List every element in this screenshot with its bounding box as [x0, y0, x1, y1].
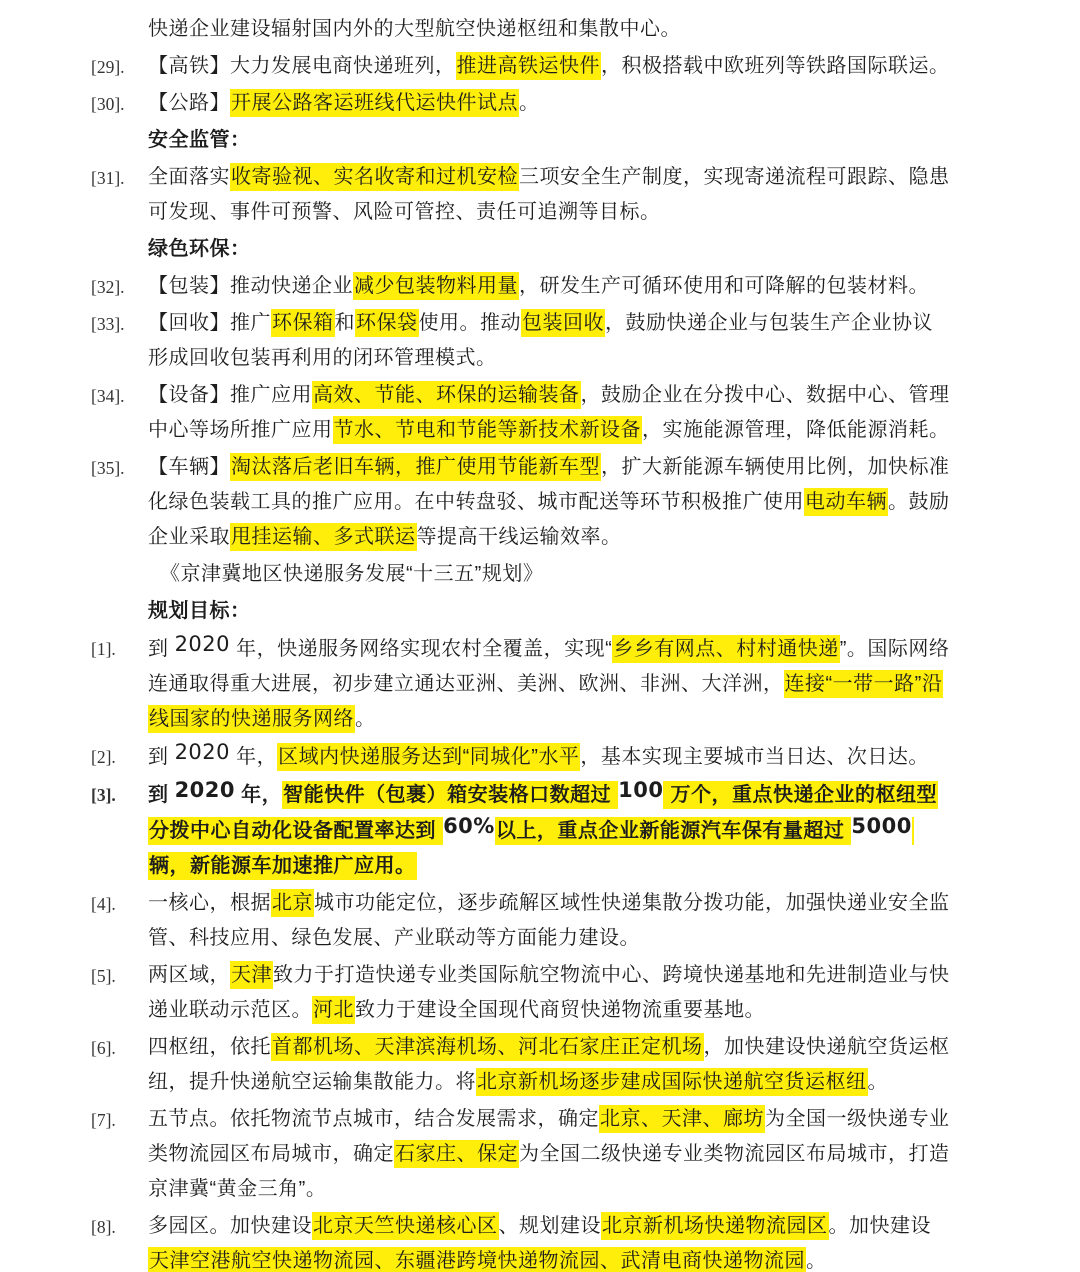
highlighted-text: 推进高铁运快件: [456, 52, 602, 80]
highlighted-text: 环保箱: [271, 309, 335, 337]
paragraph: [91, 450, 950, 555]
item-number: [6].: [91, 1038, 116, 1058]
text-run: ，研发生产可循环使用和可降解的包装材料。: [519, 275, 929, 297]
numeric-value: 60%: [443, 814, 495, 838]
text-run: 。鼓励企业采取: [148, 491, 950, 548]
highlighted-text: 北京新机场逐步建成国际快递航空货运枢纽: [476, 1068, 868, 1096]
document-body: [0, 12, 1080, 1272]
text-run: ”。国际网络连通取得重大进展，初步建立通达亚洲、美洲、欧洲、非洲、大洋洲，: [148, 638, 950, 695]
text-run: 安全监管：: [148, 129, 251, 151]
text-run: ，加快建设快递航空货运枢纽，提升快递航空运输集散能力。将: [148, 1036, 950, 1093]
paragraph: [91, 958, 950, 1028]
numeric-value: 100: [618, 778, 664, 802]
highlighted-text: 天津空港航空快递物流园、东疆港跨境快递物流园、武清电商快递物流园: [148, 1247, 806, 1272]
highlighted-text: 北京新机场快递物流园区: [601, 1212, 829, 1240]
text-run: 。: [806, 1250, 827, 1272]
item-number: [33].: [91, 314, 125, 334]
paragraph: [91, 269, 950, 304]
highlighted-text: 天津: [230, 961, 273, 989]
text-run: 等提高干线运输效率。: [416, 526, 622, 548]
text-run: 年，快递服务网络实现农村全覆盖，实现“: [230, 638, 613, 660]
text-run: 【高铁】大力发展电商快递班列，: [148, 55, 456, 77]
item-number: [35].: [91, 458, 125, 478]
highlighted-text: 减少包装物料用量: [353, 272, 519, 300]
highlighted-text: 石家庄、保定: [394, 1140, 519, 1168]
item-number: [7].: [91, 1110, 116, 1130]
paragraph: [91, 1102, 950, 1207]
text-run: 四枢纽，依托: [148, 1036, 271, 1058]
document-title: [160, 557, 950, 592]
paragraph: [91, 739, 950, 775]
text-run: 。: [867, 1071, 888, 1093]
text-run: 到: [148, 784, 175, 806]
highlighted-text: 环保袋: [355, 309, 419, 337]
text-run: 和: [334, 312, 355, 334]
paragraph: [91, 1209, 950, 1272]
text-run: 。加快建设: [828, 1215, 931, 1237]
paragraph: [91, 1030, 950, 1100]
highlighted-text: 电动车辆: [804, 488, 888, 516]
text-run: ，鼓励快递企业与包装生产企业协议形成回收包装再利用的闭环管理模式。: [148, 312, 933, 369]
paragraph: [148, 12, 950, 47]
text-run: 全面落实: [148, 166, 230, 188]
numeric-value: 5000: [851, 814, 912, 838]
text-run: 《京津冀地区快递服务发展“十三五”规划》: [160, 563, 544, 585]
paragraph: [91, 160, 950, 230]
text-run: 【回收】推广: [148, 312, 271, 334]
text-run: 一核心，根据: [148, 892, 271, 914]
section-heading: [148, 594, 950, 629]
highlighted-text: 开展公路客运班线代运快件试点: [230, 89, 519, 117]
numeric-value: 2020: [174, 740, 231, 764]
paragraph: [91, 777, 950, 884]
text-run: 。: [355, 708, 376, 730]
text-run: 绿色环保：: [148, 238, 251, 260]
text-run: 年，: [230, 746, 278, 768]
highlighted-text: 智能快件（包裹）箱安装格口数超过: [282, 781, 618, 809]
highlighted-text: 北京天竺快递核心区: [312, 1212, 499, 1240]
highlighted-text: 甩挂运输、多式联运: [230, 523, 417, 551]
paragraph: [91, 886, 950, 956]
text-run: 三项安全生产制度，实现寄递流程可跟踪、隐患可发现、事件可预警、风险可管控、责任可追溯等目标。: [148, 166, 950, 223]
highlighted-text: 节水、节电和节能等新技术新设备: [333, 416, 643, 444]
highlighted-text: 首都机场、天津滨海机场、河北石家庄正定机场: [271, 1033, 704, 1061]
item-number: [34].: [91, 386, 125, 406]
text-run: 五节点。依托物流节点城市，结合发展需求，确定: [148, 1108, 599, 1130]
item-number: [32].: [91, 277, 125, 297]
item-number: [31].: [91, 168, 125, 188]
text-run: ，积极搭载中欧班列等铁路国际联运。: [601, 55, 950, 77]
text-run: 规划目标：: [148, 600, 251, 622]
text-run: 多园区。加快建设: [148, 1215, 312, 1237]
text-run: ，基本实现主要城市当日达、次日达。: [580, 746, 929, 768]
text-run: 两区域，: [148, 964, 230, 986]
item-number: [30].: [91, 94, 125, 114]
text-run: 【设备】推广应用: [148, 384, 312, 406]
highlighted-text: 河北: [312, 996, 355, 1024]
highlighted-text: 淘汰落后老旧车辆，推广使用节能新车型: [230, 453, 601, 481]
paragraph: [91, 378, 950, 448]
section-heading: [148, 232, 950, 267]
text-run: 。: [519, 92, 540, 114]
text-run: 为全国一级快递专业类物流园区布局城市，确定: [148, 1108, 950, 1165]
text-run: 到: [148, 746, 175, 768]
item-number: [1].: [91, 639, 116, 659]
text-run: 【包装】推动快递企业: [148, 275, 353, 297]
highlighted-text: 北京: [271, 889, 314, 917]
highlighted-text: 连接“一带一路”沿线国家的快递服务网络: [148, 670, 943, 733]
text-run: 城市功能定位，逐步疏解区域性快递集散分拨功能，加强快递业安全监管、科技应用、绿色发展、产业联动等方面能力建设。: [148, 892, 950, 949]
text-run: 【车辆】: [148, 456, 230, 478]
section-heading: [148, 123, 950, 158]
text-run: 、规划建设: [498, 1215, 601, 1237]
item-number: [3].: [91, 785, 116, 805]
text-run: ，扩大新能源车辆使用比例，加快标准化绿色装载工具的推广应用。在中转盘驳、城市配送等环节积极推广使用: [148, 456, 950, 513]
text-run: 致力于打造快递专业类国际航空物流中心、跨境快递基地和先进制造业与快递业联动示范区。: [148, 964, 950, 1021]
highlighted-text: 北京、天津、廊坊: [599, 1105, 765, 1133]
item-number: [4].: [91, 894, 116, 914]
highlighted-text: 万个，重点快递企业的枢纽型分拨中心自动化设备配置率达到: [148, 781, 938, 845]
paragraph: [91, 631, 950, 737]
text-run: 快递企业建设辐射国内外的大型航空快递枢纽和集散中心。: [148, 18, 681, 40]
text-run: 年，: [235, 784, 283, 806]
item-number: [8].: [91, 1217, 116, 1237]
item-number: [29].: [91, 57, 125, 77]
text-run: ，实施能源管理，降低能源消耗。: [642, 419, 950, 441]
numeric-value: 2020: [174, 778, 236, 802]
highlighted-text: 以上，重点企业新能源汽车保有量超过: [495, 817, 852, 845]
text-run: 【公路】: [148, 92, 230, 114]
highlighted-text: 区域内快递服务达到“同城化”水平: [277, 743, 580, 771]
highlighted-text: 辆，新能源车加速推广应用。: [148, 817, 914, 880]
paragraph: [91, 49, 950, 84]
text-run: 到: [148, 638, 175, 660]
numeric-value: 2020: [174, 632, 231, 656]
paragraph: [91, 86, 950, 121]
highlighted-text: 收寄验视、实名收寄和过机安检: [230, 163, 519, 191]
paragraph: [91, 306, 950, 376]
text-run: 为全国二级快递专业类物流园区布局城市，打造京津冀“黄金三角”。: [148, 1143, 950, 1200]
item-number: [2].: [91, 747, 116, 767]
text-run: 致力于建设全国现代商贸快递物流重要基地。: [355, 999, 765, 1021]
highlighted-text: 包装回收: [521, 309, 605, 337]
text-run: 使用。推动: [418, 312, 521, 334]
highlighted-text: 乡乡有网点、村村通快递: [612, 635, 840, 663]
item-number: [5].: [91, 966, 116, 986]
highlighted-text: 高效、节能、环保的运输装备: [312, 381, 581, 409]
text-run: ，鼓励企业在分拨中心、数据中心、管理中心等场所推广应用: [148, 384, 950, 441]
